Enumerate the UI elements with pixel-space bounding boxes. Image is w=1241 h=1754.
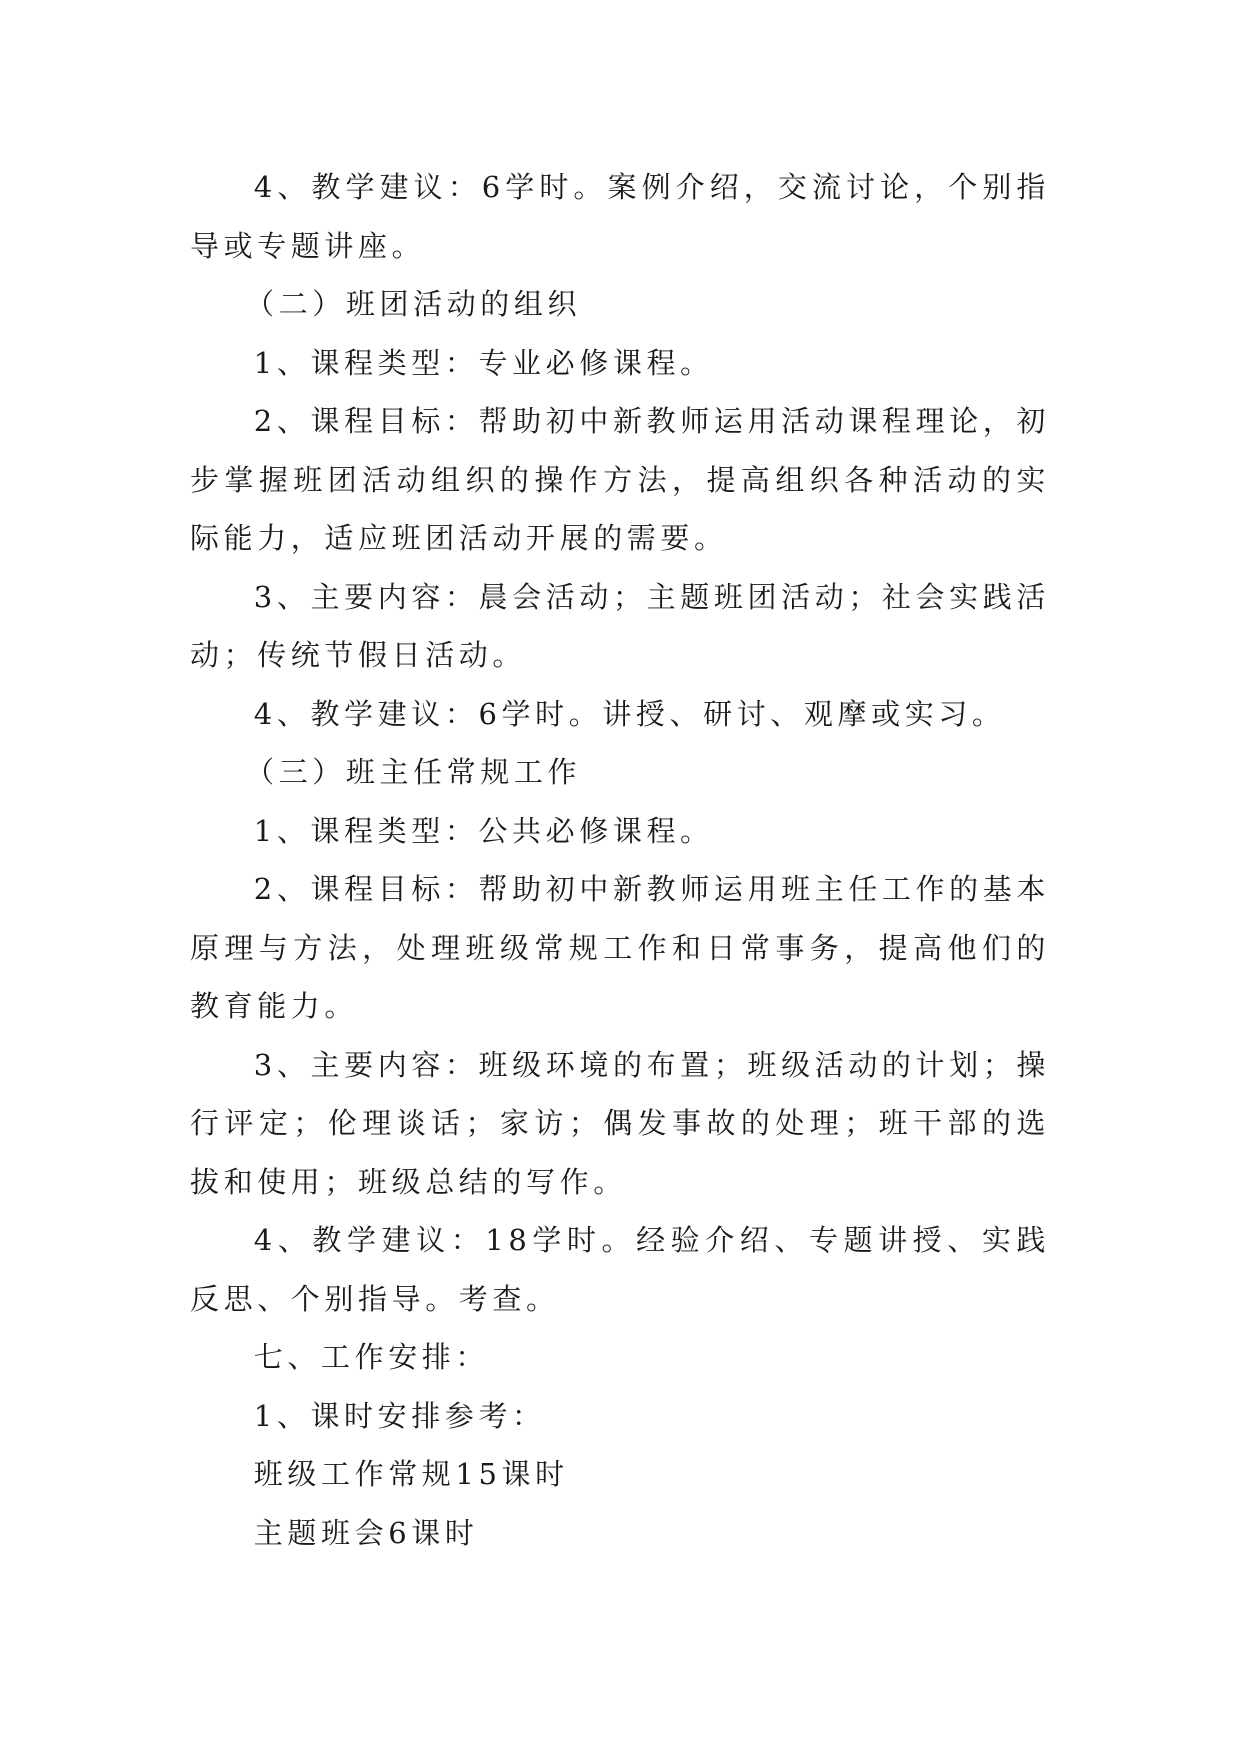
document-page [190,158,1050,1562]
paragraph-course-type-2: 1、课程类型：公共必修课程。 [253,813,714,848]
paragraph-main-content-2: 3、主要内容：班级环境的布置；班级活动的计划；操行评定；伦理谈话；家访；偶发事故的处理；班干部的选拔和使用；班级总结的写作。 [190,1047,1050,1199]
section-heading-work-arrangement: 七、工作安排： [253,1340,489,1374]
paragraph-theme-meeting-hours: 主题班会6课时 [253,1515,479,1550]
section-heading-class-activities: （二）班团活动的组织 [245,287,582,321]
section-heading-routine-work: （三）班主任常规工作 [245,755,582,789]
paragraph-teaching-suggestion-1: 4、教学建议：6学时。案例介绍，交流讨论，个别指导或专题讲座。 [190,170,1050,263]
paragraph-teaching-suggestion-3: 4、教学建议：18学时。经验介绍、专题讲授、实践反思、个别指导。考查。 [190,1223,1050,1316]
paragraph-teaching-suggestion-2: 4、教学建议：6学时。讲授、研讨、观摩或实习。 [253,696,1006,731]
paragraph-course-type-1: 1、课程类型：专业必修课程。 [253,345,714,380]
paragraph-main-content-1: 3、主要内容：晨会活动；主题班团活动；社会实践活动；传统节假日活动。 [190,579,1050,672]
paragraph-course-goal-2: 2、课程目标：帮助初中新教师运用班主任工作的基本原理与方法，处理班级常规工作和日常事务，提高他们的教育能力。 [190,872,1050,1023]
paragraph-hours-reference: 1、课时安排参考： [253,1398,546,1433]
paragraph-class-routine-hours: 班级工作常规15课时 [253,1457,569,1491]
paragraph-course-goal-1: 2、课程目标：帮助初中新教师运用活动课程理论，初步掌握班团活动组织的操作方法，提高组织各种活动的实际能力，适应班团活动开展的需要。 [190,404,1050,555]
